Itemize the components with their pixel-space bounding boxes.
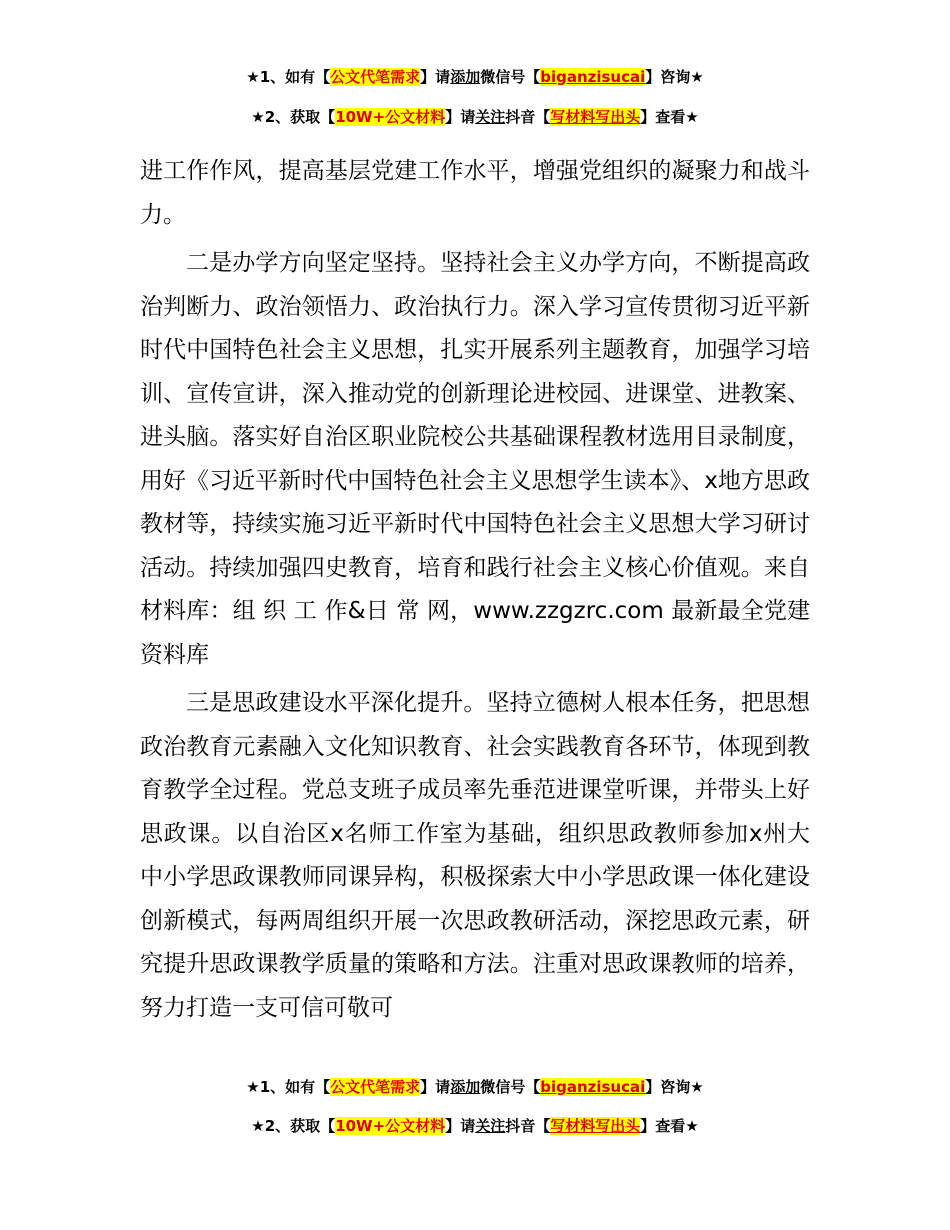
douyin-id-highlight: 写材料写出头	[550, 1117, 641, 1135]
banner-text: 】咨询★	[645, 68, 704, 86]
banner-text: 微信号【	[480, 68, 541, 86]
underlined-text: 关注	[475, 1117, 506, 1135]
paragraph-2: 二是办学方向坚定坚持。坚持社会主义办学方向，不断提高政治判断力、政治领悟力、政治执行力。深入学习宣传贯彻习近平新时代中国特色社会主义思想，扎实开展系列主题教育，加强学习培训、宣传宣讲，深入推动党的创新理论进校园、进课堂、进教案、进头脑。落实好自治区职业院校公共基础课程教材选用目录制度，用好《习近平新时代中国特色社会主义思想学生读本》、x地方思政教材等，持续实施习近平新时代中国特色社会主义思想大学习研讨活动。持续加强四史教育，培育和践行社会主义核心价值观。来自材料库：组 织 工 作&日 常 网，www.zzgzrc.com 最新最全党建资料库	[140, 250, 810, 668]
banner-text: 】请	[420, 68, 451, 86]
banner-text: 】咨询★	[645, 1078, 704, 1096]
document-body	[140, 150, 810, 1035]
paragraph-3: 三是思政建设水平深化提升。坚持立德树人根本任务，把思想政治教育元素融入文化知识教育、社会实践教育各环节，体现到教育教学全过程。党总支班子成员率先垂范进课堂听课，并带头上好思政课。以自治区x名师工作室为基础，组织思政教师参加x州大中小学思政课教师同课异构，积极探索大中小学思政课一体化建设创新模式，每两周组织开展一次思政教研活动，深挖思政元素，研究提升思政课教学质量的策略和方法。注重对思政课教师的培养，努力打造一支可信可敬可	[140, 690, 810, 1021]
banner-text: ★1、如有【	[246, 1078, 331, 1096]
underlined-text: 添加	[450, 68, 481, 86]
header-banner-line-1	[0, 66, 950, 88]
highlight-text: 10W+公文材料	[335, 108, 446, 126]
header-banner-line-2	[0, 106, 950, 128]
banner-text: 抖音【	[505, 108, 551, 126]
highlight-text: 公文代笔需求	[330, 68, 421, 86]
banner-text: 】请	[445, 108, 476, 126]
banner-text: ★1、如有【	[246, 68, 331, 86]
banner-text: 】请	[420, 1078, 451, 1096]
banner-text: 】请	[445, 1117, 476, 1135]
underlined-text: 添加	[450, 1078, 481, 1096]
footer-banner-line-1	[0, 1076, 950, 1098]
footer-banner-line-2	[0, 1115, 950, 1137]
banner-text: 】查看★	[640, 1117, 699, 1135]
banner-text: 】查看★	[640, 108, 699, 126]
paragraph-continued: 进工作作风，提高基层党建工作水平，增强党组织的凝聚力和战斗力。	[140, 158, 810, 228]
banner-text: 微信号【	[480, 1078, 541, 1096]
banner-text: ★2、获取【	[251, 1117, 336, 1135]
douyin-id-highlight: 写材料写出头	[550, 108, 641, 126]
highlight-text: 公文代笔需求	[330, 1078, 421, 1096]
underlined-text: 关注	[475, 108, 506, 126]
wechat-id-highlight: biganzisucai	[540, 1078, 646, 1096]
banner-text: 抖音【	[505, 1117, 551, 1135]
wechat-id-highlight: biganzisucai	[540, 68, 646, 86]
banner-text: ★2、获取【	[251, 108, 336, 126]
highlight-text: 10W+公文材料	[335, 1117, 446, 1135]
